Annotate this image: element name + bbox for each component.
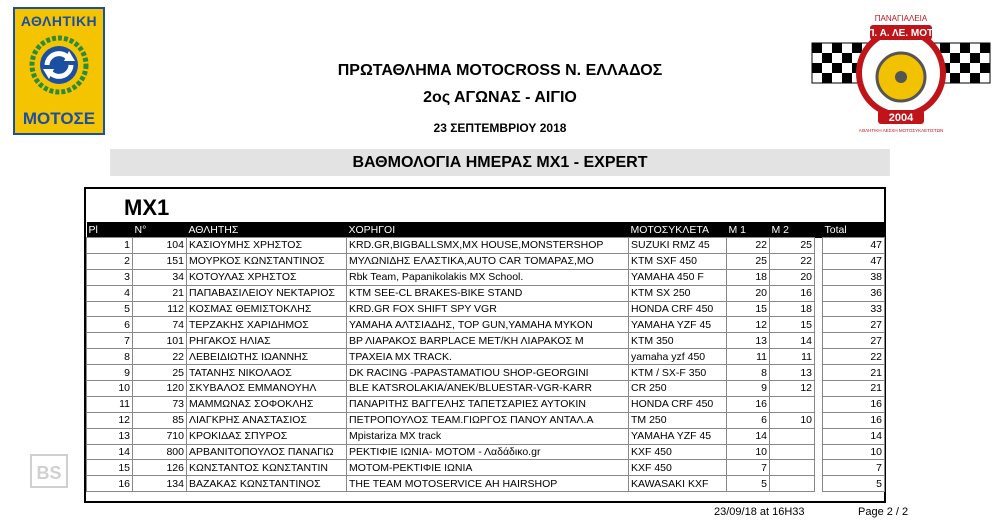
cell-pl: 9 [87, 365, 133, 381]
logo-right-motto: ΑΘΛΗΤΙΚΗ ΛΕΣΧΗ ΜΟΤΟΣΥΚΛΕΤΙΣΤΩΝ [858, 128, 944, 133]
cell-pl: 6 [87, 317, 133, 333]
cell-bike: KAWASAKI KXF [629, 476, 727, 492]
col-bike: ΜΟΤΟΣΥΚΛΕΤΑ [629, 222, 727, 238]
cell-rider: ΑΡΒΑΝΙΤΟΠΟΥΛΟΣ ΠΑΝΑΓΙΩ [187, 444, 347, 460]
cell-m2: 25 [770, 238, 815, 254]
section-title: ΒΑΘΜΟΛΟΓΙΑ ΗΜΕΡΑΣ MX1 - EXPERT [110, 149, 890, 176]
table-header-row [87, 222, 885, 238]
table-row [87, 476, 885, 492]
cell-sponsors: KRD.GR,BIGBALLSMX,MX HOUSE,MONSTERSHOP [347, 238, 629, 254]
col-rider: ΑΘΛΗΤΗΣ [187, 222, 347, 238]
cell-total: 22 [823, 349, 885, 365]
cell-pl: 3 [87, 269, 133, 285]
cell-m2: 11 [770, 349, 815, 365]
col-m1: Μ 1 [727, 222, 770, 238]
cell-total: 27 [823, 333, 885, 349]
cell-sponsors: KRD.GR FOX SHIFT SPY VGR [347, 301, 629, 317]
class-label: MX1 [124, 195, 170, 220]
cell-m1: 18 [727, 269, 770, 285]
cell-total: 21 [823, 365, 885, 381]
footer-page: Page 2 / 2 [858, 506, 909, 518]
table-row [87, 412, 885, 428]
cell-sponsors: Rbk Team, Papanikolakis MX School. [347, 269, 629, 285]
cell-total: 10 [823, 444, 885, 460]
cell-m1: 11 [727, 349, 770, 365]
cell-sponsors: YAMAHA ΑΛΤΣΙΑΔΗΣ, TOP GUN,YAMAHA MYKON [347, 317, 629, 333]
cell-m2 [770, 460, 815, 476]
table-row [87, 269, 885, 285]
cell-bike: YAMAHA 450 F [629, 269, 727, 285]
cell-rider: ΜΟΥΡΚΟΣ ΚΩΝΣΤΑΝΤΙΝΟΣ [187, 253, 347, 269]
cell-bike: SUZUKI RMZ 45 [629, 238, 727, 254]
cell-m1: 8 [727, 365, 770, 381]
cell-sponsors: DK RACING -PAPASTAMATIOU SHOP-GEORGINI [347, 365, 629, 381]
cell-m2 [770, 396, 815, 412]
cell-pl: 5 [87, 301, 133, 317]
cell-total: 7 [823, 460, 885, 476]
bs-watermark: BS [30, 454, 68, 488]
cell-sponsors: THE TEAM MOTOSERVICE ΑΗ HAIRSHOP [347, 476, 629, 492]
cell-pl: 10 [87, 381, 133, 397]
cell-sponsors: ΡΕΚΤΙΦΙΕ ΙΩΝΙΑ- ΜΟΤΟΜ - Λαδάδικο.gr [347, 444, 629, 460]
cell-no: 800 [133, 444, 187, 460]
cell-m1: 12 [727, 317, 770, 333]
cell-no: 74 [133, 317, 187, 333]
cell-m1: 22 [727, 238, 770, 254]
cell-no: 710 [133, 428, 187, 444]
cell-m1: 13 [727, 333, 770, 349]
cell-bike: YAMAHA YZF 45 [629, 428, 727, 444]
cell-no: 126 [133, 460, 187, 476]
col-no: N° [133, 222, 187, 238]
cell-no: 134 [133, 476, 187, 492]
cell-total: 27 [823, 317, 885, 333]
cell-rider: ΤΕΡΖΑΚΗΣ ΧΑΡΙΔΗΜΟΣ [187, 317, 347, 333]
cell-no: 151 [133, 253, 187, 269]
table-row [87, 333, 885, 349]
cell-no: 73 [133, 396, 187, 412]
cell-rider: ΤΑΤΑΝΗΣ ΝΙΚΟΛΑΟΣ [187, 365, 347, 381]
cell-m1: 20 [727, 285, 770, 301]
cell-m2: 15 [770, 317, 815, 333]
footer-timestamp: 23/09/18 at 16H33 [714, 506, 805, 518]
cell-rider: ΚΟΤΟΥΛΑΣ ΧΡΗΣΤΟΣ [187, 269, 347, 285]
cell-sponsors: ΜΟΤΟΜ-ΡΕΚΤΙΦΙΕ ΙΩΝΙΑ [347, 460, 629, 476]
cell-no: 22 [133, 349, 187, 365]
col-sponsors: ΧΟΡΗΓΟΙ [347, 222, 629, 238]
table-row [87, 444, 885, 460]
table-row [87, 428, 885, 444]
cell-no: 25 [133, 365, 187, 381]
cell-total: 14 [823, 428, 885, 444]
cell-bike: KXF 450 [629, 460, 727, 476]
cell-bike: HONDA CRF 450 [629, 396, 727, 412]
cell-m2 [770, 428, 815, 444]
cell-pl: 2 [87, 253, 133, 269]
cell-pl: 13 [87, 428, 133, 444]
cell-rider: ΣΚΥΒΑΛΟΣ ΕΜΜΑΝΟΥΗΛ [187, 381, 347, 397]
cell-m1: 15 [727, 301, 770, 317]
cell-no: 85 [133, 412, 187, 428]
cell-rider: ΚΑΣΙΟΥΜΗΣ ΧΡΗΣΤΟΣ [187, 238, 347, 254]
logo-right-year: 2004 [888, 112, 914, 124]
logo-bottom-text: ΜΟΤΟΣΕ [22, 109, 96, 128]
cell-sponsors: ΒΡ ΛΙΑΡΑΚΟΣ BARPLACE ΜΕΤ/ΚΗ ΛΙΑΡΑΚΟΣ Μ [347, 333, 629, 349]
cell-total: 38 [823, 269, 885, 285]
cell-bike: KTM 350 [629, 333, 727, 349]
cell-m1: 7 [727, 460, 770, 476]
cell-m2: 13 [770, 365, 815, 381]
table-row [87, 285, 885, 301]
table-row [87, 381, 885, 397]
cell-total: 33 [823, 301, 885, 317]
cell-total: 5 [823, 476, 885, 492]
cell-sponsors: ΜΥΛΩΝΙΔΗΣ ΕΛΑΣΤΙΚΑ,AUTO CAR ΤΟΜΑΡΑΣ,ΜΟ [347, 253, 629, 269]
cell-sponsors: ΤΡΑΧΕΙΑ MX TRACK. [347, 349, 629, 365]
cell-rider: ΚΟΣΜΑΣ ΘΕΜΙΣΤΟΚΛΗΣ [187, 301, 347, 317]
cell-m1: 16 [727, 396, 770, 412]
cell-total: 21 [823, 381, 885, 397]
cell-pl: 12 [87, 412, 133, 428]
logo-top-text: ΑΘΛΗΤΙΚΗ [20, 13, 98, 29]
table-row [87, 365, 885, 381]
table-row [87, 301, 885, 317]
cell-sponsors: ΠΑΝΑΡΙΤΗΣ ΒΑΓΓΕΛΗΣ ΤΑΠΕΤΣΑΡΙΕΣ ΑΥΤΟΚΙΝ [347, 396, 629, 412]
table-row [87, 238, 885, 254]
table-row [87, 317, 885, 333]
cell-total: 36 [823, 285, 885, 301]
cell-rider: ΠΑΠΑΒΑΣΙΛΕΙΟΥ ΝΕΚΤΑΡΙΟΣ [187, 285, 347, 301]
cell-no: 112 [133, 301, 187, 317]
logo-right-club: Π. Α. ΛΕ. ΜΟΤ. [867, 28, 935, 39]
cell-m2: 12 [770, 381, 815, 397]
cell-bike: KXF 450 [629, 444, 727, 460]
cell-rider: ΜΑΜΜΩΝΑΣ ΣΟΦΟΚΛΗΣ [187, 396, 347, 412]
table-row [87, 253, 885, 269]
cell-total: 47 [823, 253, 885, 269]
cell-m1: 9 [727, 381, 770, 397]
cell-no: 104 [133, 238, 187, 254]
col-total: Total [823, 222, 885, 238]
cell-m2: 18 [770, 301, 815, 317]
cell-m2 [770, 476, 815, 492]
col-m2: Μ 2 [770, 222, 815, 238]
cell-bike: TM 250 [629, 412, 727, 428]
cell-pl: 1 [87, 238, 133, 254]
cell-pl: 14 [87, 444, 133, 460]
cell-total: 16 [823, 396, 885, 412]
cell-no: 120 [133, 381, 187, 397]
cell-m1: 10 [727, 444, 770, 460]
cell-m2: 20 [770, 269, 815, 285]
cell-pl: 11 [87, 396, 133, 412]
cell-pl: 8 [87, 349, 133, 365]
cell-bike: HONDA CRF 450 [629, 301, 727, 317]
cell-sponsors: BLE KATSROLAKIA/ANEK/BLUESTAR-VGR-KARR [347, 381, 629, 397]
cell-no: 34 [133, 269, 187, 285]
cell-rider: ΒΑΖΑΚΑΣ ΚΩΝΣΤΑΝΤΙΝΟΣ [187, 476, 347, 492]
cell-total: 47 [823, 238, 885, 254]
cell-rider: ΡΗΓΑΚΟΣ ΗΛΙΑΣ [187, 333, 347, 349]
cell-bike: yamaha yzf 450 [629, 349, 727, 365]
cell-bike: KTM / SX-F 350 [629, 365, 727, 381]
cell-rider: ΛΙΑΓΚΡΗΣ ΑΝΑΣΤΑΣΙΟΣ [187, 412, 347, 428]
cell-bike: CR 250 [629, 381, 727, 397]
cell-total: 16 [823, 412, 885, 428]
cell-m2: 16 [770, 285, 815, 301]
cell-pl: 7 [87, 333, 133, 349]
cell-m2: 22 [770, 253, 815, 269]
cell-rider: ΚΩΝΣΤΑΝΤΟΣ ΚΩΝΣΤΑΝΤΙΝ [187, 460, 347, 476]
race-date: 23 ΣΕΠΤΕΜΒΡΙΟΥ 2018 [433, 121, 567, 135]
table-row [87, 396, 885, 412]
logo-right-top-text: ΠΑΝΑΓΙΑΛΕΙΑ [874, 14, 928, 23]
cell-bike: KTM SXF 450 [629, 253, 727, 269]
championship-title: ΠΡΩΤΑΘΛΗΜΑ MOTOCROSS Ν. ΕΛΛΑΔΟΣ [337, 62, 663, 79]
cell-sponsors: KTM SEE-CL BRAKES-BIKE STAND [347, 285, 629, 301]
cell-pl: 16 [87, 476, 133, 492]
cell-pl: 15 [87, 460, 133, 476]
cell-m2: 14 [770, 333, 815, 349]
results-table [86, 222, 885, 492]
race-title: 2ος ΑΓΩΝΑΣ - ΑΙΓΙΟ [423, 89, 577, 106]
cell-no: 101 [133, 333, 187, 349]
cell-m1: 5 [727, 476, 770, 492]
cell-m2 [770, 444, 815, 460]
col-pl: Pl [87, 222, 133, 238]
cell-rider: ΚΡΟΚΙΔΑΣ ΣΠΥΡΟΣ [187, 428, 347, 444]
cell-no: 21 [133, 285, 187, 301]
cell-rider: ΛΕΒΕΙΔΙΩΤΗΣ ΙΩΑΝΝΗΣ [187, 349, 347, 365]
cell-sponsors: Mpistariza MX track [347, 428, 629, 444]
cell-m2: 10 [770, 412, 815, 428]
table-row [87, 460, 885, 476]
cell-m1: 14 [727, 428, 770, 444]
cell-m1: 25 [727, 253, 770, 269]
table-row [87, 349, 885, 365]
cell-bike: YAMAHA YZF 45 [629, 317, 727, 333]
cell-bike: KTM SX 250 [629, 285, 727, 301]
cell-m1: 6 [727, 412, 770, 428]
cell-pl: 4 [87, 285, 133, 301]
cell-sponsors: ΠΕΤΡΟΠΟΥΛΟΣ TEAM.ΓΙΩΡΓΟΣ ΠΑΝΟΥ ΑΝΤΑΛ.Α [347, 412, 629, 428]
